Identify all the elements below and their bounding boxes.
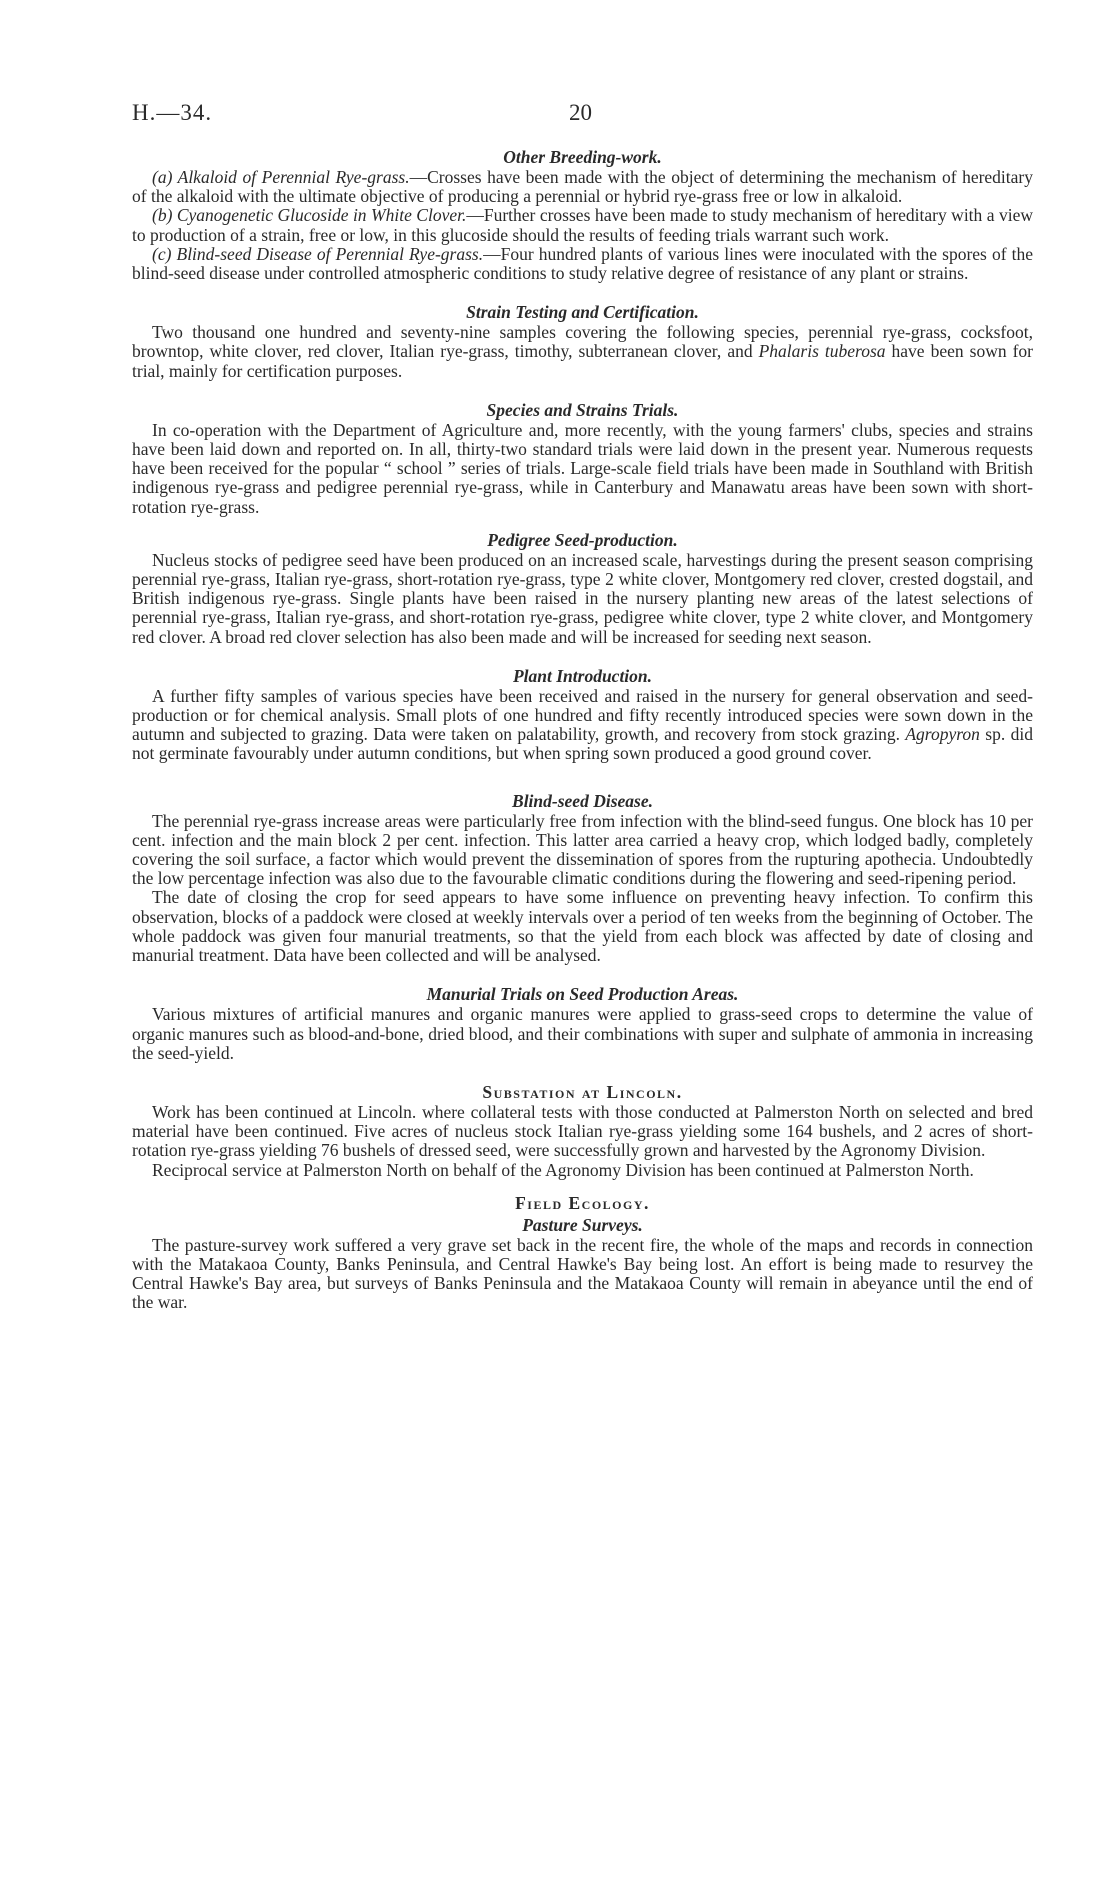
paragraph-lincoln-work: Work has been continued at Lincoln. where collateral tests with those conducted at Palmerston North on selected and bred material have been continued. Five acres of nucleus stock Italian rye-grass yielding some 164 bushels, and 2 acres of short-rotation rye-grass yielding 76 bushels of dressed seed, were successfully grown and harvested by the Agronomy Division.: [132, 1101, 1033, 1161]
paragraph-label: (b) Cyanogenetic Glucoside in White Clover.: [152, 205, 467, 226]
paragraph-text: Two thousand one hundred and seventy-nine samples covering the following species, perennial rye-grass, cocksfoot, browntop, white clover, red clover, Italian rye-grass, timothy, subterranean clover, and: [132, 322, 1033, 362]
page-number: 20: [569, 100, 592, 125]
paragraph-label: (c) Blind-seed Disease of Perennial Rye-grass.: [152, 243, 484, 264]
section-heading: Species and Strains Trials.: [486, 399, 679, 420]
paragraph-text: sp. did not germinate favourably under autumn conditions, but when spring sown produced a good ground cover.: [132, 724, 1033, 764]
paragraph-text: —Further crosses have been made to study mechanism of hereditary with a view to production of a strain, free or low, in this glucoside should the results of feeding trials warrant such work.: [132, 205, 1033, 245]
section-heading: Substation at Lincoln.: [482, 1081, 683, 1102]
subsection-heading: Pasture Surveys.: [522, 1214, 643, 1235]
section-heading: Blind-seed Disease.: [512, 790, 653, 811]
section-blind-seed: [132, 790, 1033, 966]
paragraph-pasture-surveys: The pasture-survey work suffered a very grave set back in the recent fire, the whole of the maps and records in connection with the Matakaoa County, Banks Peninsula, and Central Hawke's Bay being lost. An effort is being made to resurvey the Central Hawke's Bay area, but surveys of Banks Peninsula and the Matakaoa County will remain in abeyance until the end of the war.: [132, 1234, 1033, 1313]
paragraph-plant-introduction: [132, 687, 1033, 764]
paragraph-species-strains: In co-operation with the Department of Agriculture and, more recently, with the young farmers' clubs, species and strains have been laid down and reported on. In all, thirty-two standard trials were laid down in the present year. Numerous requests have been received for the popular “ school ” series of trials. Large-scale field trials have been made in Southland with British indigenous rye-grass and pedigree perennial rye-grass, while in Canterbury and Manawatu areas have been sown with short-rotation rye-grass.: [132, 419, 1033, 517]
section-manurial-trials: [132, 983, 1033, 1063]
paragraph-text: A further fifty samples of various species have been received and raised in the nursery for general observation and seed-production or for chemical analysis. Small plots of one hundred and fifty recently introduced species were sown down in the autumn and subjected to grazing. Data were taken on palatability, growth, and recovery from stock grazing.: [132, 685, 1033, 745]
paragraph-text: —Four hundred plants of various lines were inoculated with the spores of the blind-seed disease under controlled atmospheric conditions to study relative degree of resistance of any plant or strains.: [132, 243, 1033, 284]
section-heading: Plant Introduction.: [512, 665, 653, 686]
section-other-breeding: [132, 146, 1033, 283]
section-species-strains: [132, 399, 1033, 517]
section-strain-testing: [132, 301, 1033, 381]
paragraph-blind-seed-infection: The perennial rye-grass increase areas were particularly free from infection with the blind-seed fungus. One block has 10 per cent. infection and the main block 2 per cent. infection. This latter area carried a heavy crop, which lodged badly, completely covering the soil surface, a factor which would prevent the dissemination of spores from the rupturing apothecia. Undoubtedly the low percentage infection was also due to the favourable climatic conditions during the flowering and seed-ripening period.: [132, 810, 1033, 889]
section-pedigree-seed: [132, 529, 1033, 647]
section-substation-lincoln: [132, 1081, 1033, 1180]
section-heading: Pedigree Seed-production.: [487, 529, 678, 550]
paragraph-blind-seed-closing: The date of closing the crop for seed appears to have some influence on preventing heavy infection. To confirm this observation, blocks of a paddock were closed at weekly intervals over a period of ten weeks from the beginning of October. The whole paddock was given four manurial treatments, so that the yield from each block was affected by date of closing and manurial treatment. Data have been collected and will be analysed.: [132, 887, 1033, 966]
section-plant-introduction: [132, 665, 1033, 764]
paragraph-blind-seed-inoculation: [132, 245, 1033, 283]
section-heading: Field Ecology.: [515, 1192, 650, 1213]
paragraph-manurial-trials: Various mixtures of artificial manures and organic manures were applied to grass-seed crops to determine the value of organic manures such as blood-and-bone, dried blood, and their combinations with super and sulphate of ammonia in increasing the seed-yield.: [132, 1004, 1033, 1063]
section-field-ecology: [132, 1192, 1033, 1313]
paragraph-text: —Crosses have been made with the object of determining the mechanism of hereditary of the alkaloid with the ultimate objective of producing a perennial or hybrid rye-grass free or low in alkaloid.: [132, 167, 1033, 207]
paragraph-strain-testing: [132, 323, 1033, 381]
paragraph-alkaloid: [132, 168, 1033, 206]
paragraph-glucoside: [132, 206, 1033, 244]
section-heading: Manurial Trials on Seed Production Areas.: [426, 984, 739, 1005]
paragraph-text: have been sown for trial, mainly for certification purposes.: [132, 341, 1033, 381]
section-heading: Strain Testing and Certification.: [466, 302, 699, 323]
section-heading: Other Breeding-work.: [503, 147, 662, 167]
page-header: [132, 100, 1033, 134]
genus-name: Agropyron: [905, 724, 980, 745]
document-reference: H.—34.: [132, 100, 213, 125]
species-name: Phalaris tuberosa: [758, 341, 886, 362]
paragraph-pedigree-seed: Nucleus stocks of pedigree seed have been produced on an increased scale, harvestings during the present season comprising perennial rye-grass, Italian rye-grass, short-rotation rye-grass, type 2 white clover, Montgomery red clover, crested dogstail, and British indigenous rye-grass. Single plants have been raised in the nursery planting new areas of the latest selections of perennial rye-grass, Italian rye-grass, and short-rotation rye-grass, pedigree white clover, type 2 white clover, and Montgomery red clover. A broad red clover selection has also been made and will be increased for seeding next season.: [132, 549, 1033, 647]
paragraph-label: (a) Alkaloid of Perennial Rye-grass.: [152, 167, 410, 187]
paragraph-reciprocal-service: Reciprocal service at Palmerston North on behalf of the Agronomy Division has been continued at Palmerston North.: [152, 1159, 974, 1180]
